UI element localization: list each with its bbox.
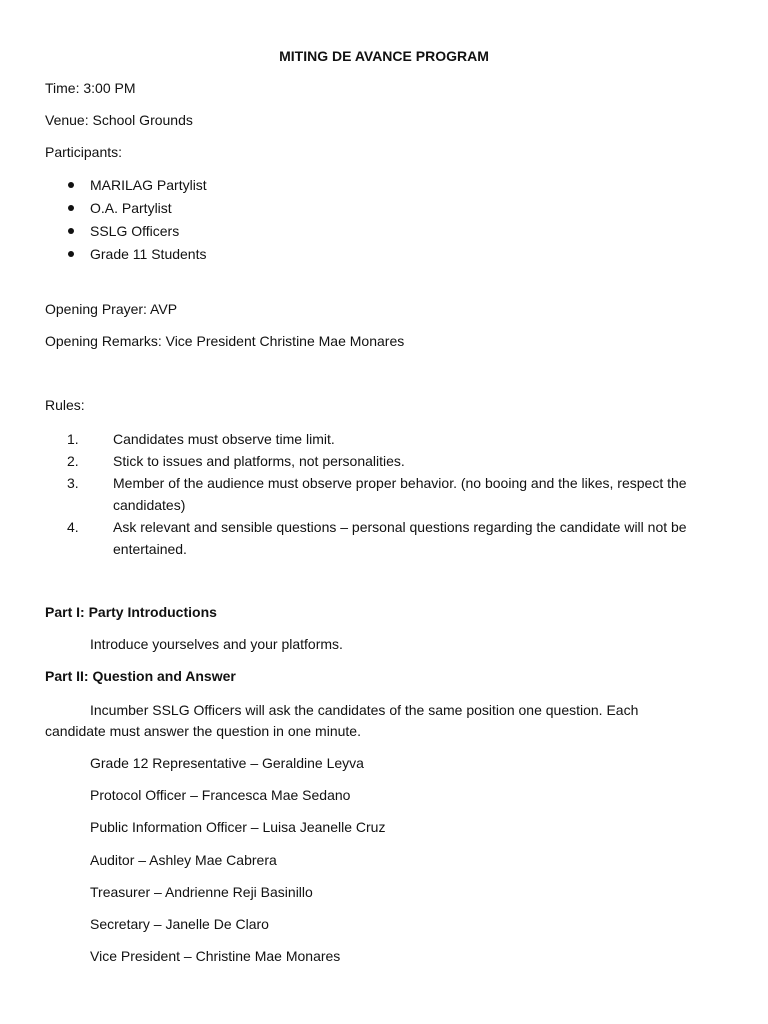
rule-number: 4. xyxy=(67,519,79,535)
time-line: Time: 3:00 PM xyxy=(45,80,136,96)
rule-text: Candidates must observe time limit. xyxy=(113,431,335,447)
part1-body: Introduce yourselves and your platforms. xyxy=(90,636,343,652)
participants-list xyxy=(45,176,207,268)
position-line: Treasurer – Andrienne Reji Basinillo xyxy=(90,884,313,900)
list-item xyxy=(45,176,207,199)
rule-text: Member of the audience must observe proper behavior. (no booing and the likes, respect the candidates) xyxy=(113,475,687,513)
list-item xyxy=(45,222,207,245)
list-item xyxy=(45,472,715,516)
participant-name: Grade 11 Students xyxy=(90,246,207,262)
document-title: MITING DE AVANCE PROGRAM xyxy=(279,48,489,64)
participant-name: MARILAG Partylist xyxy=(90,177,207,193)
list-item xyxy=(45,245,207,268)
rule-text: Stick to issues and platforms, not personalities. xyxy=(113,453,405,469)
rule-number: 1. xyxy=(67,431,79,447)
opening-remarks: Opening Remarks: Vice President Christine Mae Monares xyxy=(45,333,405,349)
rule-number: 2. xyxy=(67,453,79,469)
list-item xyxy=(45,450,715,472)
list-item xyxy=(45,199,207,222)
venue-line: Venue: School Grounds xyxy=(45,112,193,128)
position-line: Auditor – Ashley Mae Cabrera xyxy=(90,852,277,868)
rule-number: 3. xyxy=(67,475,79,491)
list-item xyxy=(45,428,715,450)
bullet-icon xyxy=(68,251,74,257)
participant-name: O.A. Partylist xyxy=(90,200,172,216)
participants-label: Participants: xyxy=(45,144,123,160)
part1-heading: Part I: Party Introductions xyxy=(45,604,217,620)
position-line: Vice President – Christine Mae Monares xyxy=(90,948,341,964)
position-line: Grade 12 Representative – Geraldine Leyva xyxy=(90,755,364,771)
participant-name: SSLG Officers xyxy=(90,223,180,239)
position-line: Secretary – Janelle De Claro xyxy=(90,916,269,932)
part2-heading: Part II: Question and Answer xyxy=(45,668,236,684)
rules-label: Rules: xyxy=(45,397,85,413)
position-line: Protocol Officer – Francesca Mae Sedano xyxy=(90,787,351,803)
bullet-icon xyxy=(68,182,74,188)
rule-text: Ask relevant and sensible questions – personal questions regarding the candidate will not be entertained. xyxy=(113,519,687,557)
list-item xyxy=(45,516,715,560)
rules-list xyxy=(45,428,715,560)
bullet-icon xyxy=(68,228,74,234)
part2-body: Incumber SSLG Officers will ask the candidates of the same position one question. Each candidate must answer the question in one minute. xyxy=(45,702,639,739)
bullet-icon xyxy=(68,205,74,211)
opening-prayer: Opening Prayer: AVP xyxy=(45,301,178,317)
position-line: Public Information Officer – Luisa Jeanelle Cruz xyxy=(90,819,386,835)
